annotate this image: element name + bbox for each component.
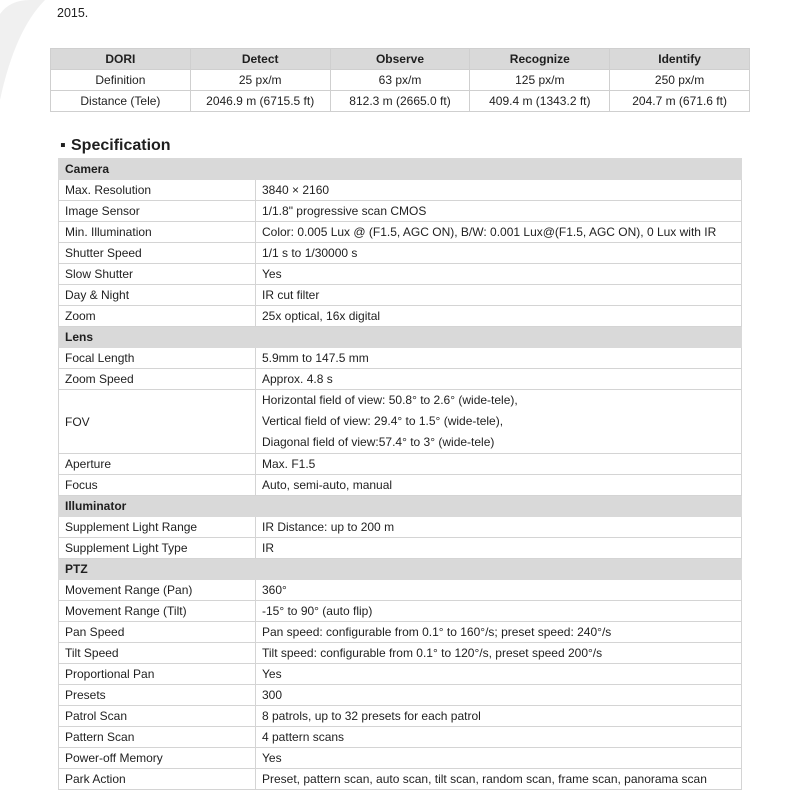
- spec-label: Slow Shutter: [59, 264, 256, 285]
- spec-value: Max. F1.5: [256, 454, 742, 475]
- spec-row: [59, 285, 742, 306]
- spec-row: [59, 517, 742, 538]
- dori-cell: 125 px/m: [470, 70, 610, 91]
- section-title: Illuminator: [59, 496, 742, 517]
- spec-label: Pattern Scan: [59, 727, 256, 748]
- spec-value: 360°: [256, 580, 742, 601]
- dori-cell: 250 px/m: [610, 70, 750, 91]
- spec-section-row: [59, 327, 742, 348]
- spec-label: Supplement Light Type: [59, 538, 256, 559]
- spec-table: [58, 158, 742, 790]
- dori-table: [50, 48, 750, 112]
- spec-value: Auto, semi-auto, manual: [256, 475, 742, 496]
- spec-row: [59, 222, 742, 243]
- spec-label: Park Action: [59, 769, 256, 790]
- spec-row: [59, 369, 742, 390]
- spec-row: [59, 727, 742, 748]
- dori-header-cell: Identify: [610, 49, 750, 70]
- square-bullet-icon: ▪: [60, 137, 66, 154]
- dori-header-row: [51, 49, 750, 70]
- spec-label: Supplement Light Range: [59, 517, 256, 538]
- spec-label: Presets: [59, 685, 256, 706]
- dori-header-cell: Recognize: [470, 49, 610, 70]
- spec-row: [59, 643, 742, 664]
- dori-header-cell: Detect: [190, 49, 330, 70]
- spec-value: IR: [256, 538, 742, 559]
- intro-text-tail: 2015.: [57, 6, 89, 20]
- spec-row: [59, 769, 742, 790]
- spec-row: [59, 601, 742, 622]
- spec-value: Pan speed: configurable from 0.1° to 160°/s; preset speed: 240°/s: [256, 622, 742, 643]
- dori-row-definition: [51, 70, 750, 91]
- spec-label: Patrol Scan: [59, 706, 256, 727]
- spec-section-row: [59, 496, 742, 517]
- dori-cell: 2046.9 m (6715.5 ft): [190, 91, 330, 112]
- spec-label: Image Sensor: [59, 201, 256, 222]
- spec-label: Day & Night: [59, 285, 256, 306]
- spec-row: [59, 475, 742, 496]
- spec-value: 1/1.8" progressive scan CMOS: [256, 201, 742, 222]
- spec-label: Pan Speed: [59, 622, 256, 643]
- spec-row: [59, 580, 742, 601]
- spec-value: Tilt speed: configurable from 0.1° to 120°/s, preset speed 200°/s: [256, 643, 742, 664]
- spec-value-multiline: [256, 390, 742, 454]
- spec-value: Yes: [256, 664, 742, 685]
- spec-value: 1/1 s to 1/30000 s: [256, 243, 742, 264]
- spec-value: 8 patrols, up to 32 presets for each patrol: [256, 706, 742, 727]
- section-title: Camera: [59, 159, 742, 180]
- spec-row: [59, 264, 742, 285]
- spec-row: [59, 748, 742, 769]
- spec-label: Proportional Pan: [59, 664, 256, 685]
- section-title: PTZ: [59, 559, 742, 580]
- spec-value: Color: 0.005 Lux @ (F1.5, AGC ON), B/W: 0.001 Lux@(F1.5, AGC ON), 0 Lux with IR: [256, 222, 742, 243]
- spec-value: IR Distance: up to 200 m: [256, 517, 742, 538]
- section-title: Lens: [59, 327, 742, 348]
- fov-vertical: Vertical field of view: 29.4° to 1.5° (wide-tele),: [262, 414, 504, 428]
- spec-value: 5.9mm to 147.5 mm: [256, 348, 742, 369]
- spec-value: Yes: [256, 748, 742, 769]
- spec-section-row: [59, 559, 742, 580]
- spec-label: Shutter Speed: [59, 243, 256, 264]
- specification-heading: [60, 137, 171, 155]
- spec-row: [59, 706, 742, 727]
- spec-row-fov: [59, 390, 742, 454]
- spec-value: Approx. 4.8 s: [256, 369, 742, 390]
- spec-value: 3840 × 2160: [256, 180, 742, 201]
- dori-cell: 63 px/m: [330, 70, 470, 91]
- spec-row: [59, 201, 742, 222]
- spec-row: [59, 306, 742, 327]
- spec-label: Zoom Speed: [59, 369, 256, 390]
- spec-row: [59, 348, 742, 369]
- dori-row-distance: [51, 91, 750, 112]
- dori-cell: Distance (Tele): [51, 91, 191, 112]
- spec-label: Aperture: [59, 454, 256, 475]
- spec-label: Max. Resolution: [59, 180, 256, 201]
- spec-value: Preset, pattern scan, auto scan, tilt scan, random scan, frame scan, panorama scan: [256, 769, 742, 790]
- spec-row: [59, 180, 742, 201]
- dori-cell: 25 px/m: [190, 70, 330, 91]
- spec-section-row: [59, 159, 742, 180]
- dori-cell: Definition: [51, 70, 191, 91]
- fov-horizontal: Horizontal field of view: 50.8° to 2.6° (wide-tele),: [262, 393, 518, 407]
- dori-header-cell: Observe: [330, 49, 470, 70]
- spec-label: Power-off Memory: [59, 748, 256, 769]
- spec-label: Focal Length: [59, 348, 256, 369]
- fov-diagonal: Diagonal field of view:57.4° to 3° (wide-tele): [262, 435, 495, 449]
- spec-label: Focus: [59, 475, 256, 496]
- spec-value: IR cut filter: [256, 285, 742, 306]
- spec-row: [59, 622, 742, 643]
- dori-cell: 409.4 m (1343.2 ft): [470, 91, 610, 112]
- spec-label: FOV: [59, 390, 256, 454]
- spec-row: [59, 685, 742, 706]
- spec-label: Min. Illumination: [59, 222, 256, 243]
- spec-row: [59, 454, 742, 475]
- spec-value: Yes: [256, 264, 742, 285]
- spec-label: Tilt Speed: [59, 643, 256, 664]
- spec-label: Movement Range (Pan): [59, 580, 256, 601]
- specification-title: Specification: [71, 137, 171, 154]
- spec-value: 25x optical, 16x digital: [256, 306, 742, 327]
- spec-row: [59, 538, 742, 559]
- dori-cell: 812.3 m (2665.0 ft): [330, 91, 470, 112]
- spec-value: 4 pattern scans: [256, 727, 742, 748]
- spec-label: Movement Range (Tilt): [59, 601, 256, 622]
- spec-label: Zoom: [59, 306, 256, 327]
- dori-cell: 204.7 m (671.6 ft): [610, 91, 750, 112]
- dori-header-cell: DORI: [51, 49, 191, 70]
- spec-value: -15° to 90° (auto flip): [256, 601, 742, 622]
- spec-row: [59, 243, 742, 264]
- spec-value: 300: [256, 685, 742, 706]
- spec-row: [59, 664, 742, 685]
